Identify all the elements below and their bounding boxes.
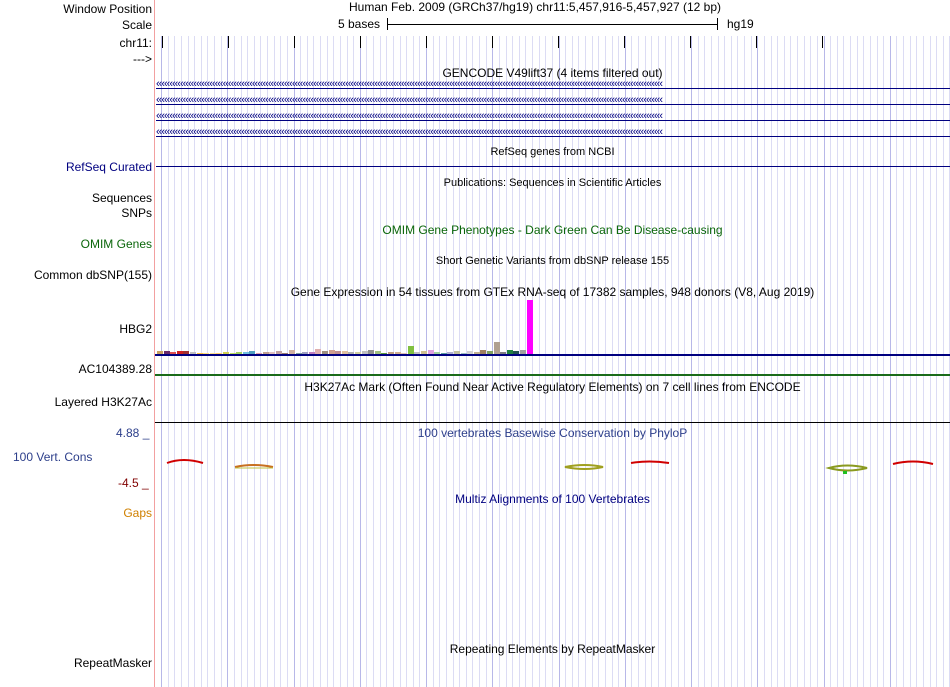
multiz-title[interactable]: Multiz Alignments of 100 Vertebrates (455, 492, 650, 506)
gtex-gene-line (155, 354, 950, 356)
h3k27ac-title[interactable]: H3K27Ac Mark (Often Found Near Active Regulatory Elements) on 7 cell lines from ENCODE (304, 380, 801, 394)
omim-label[interactable]: OMIM Genes (80, 237, 152, 251)
dbsnp-title[interactable]: Short Genetic Variants from dbSNP release 155 (435, 255, 670, 267)
strand-label: ---> (133, 52, 152, 66)
image-left-border (154, 0, 155, 687)
position-tick (294, 36, 295, 48)
repeatmasker-title[interactable]: Repeating Elements by RepeatMasker (449, 642, 656, 656)
position-tick (624, 36, 625, 48)
publications-title[interactable]: Publications: Sequences in Scientific Articles (443, 177, 662, 189)
scale-bar-tick-left (387, 18, 388, 30)
position-tick (756, 36, 757, 48)
dbsnp-label[interactable]: Common dbSNP(155) (33, 268, 152, 282)
gtex-gene-label[interactable]: HBG2 (119, 322, 152, 336)
scale-bar-tick-right (717, 18, 718, 30)
position-tick (360, 36, 361, 48)
chrom-label: chr11: (119, 36, 152, 50)
refseq-title[interactable]: RefSeq genes from NCBI (490, 146, 615, 158)
publications-sequences-label[interactable]: Sequences (91, 191, 152, 205)
gencode-strand-arrows: ‹‹‹‹‹‹‹‹‹‹‹‹‹‹‹‹‹‹‹‹‹‹‹‹‹‹‹‹‹‹‹‹‹‹‹‹‹‹‹‹‹‹‹‹‹‹‹‹‹‹‹‹‹‹‹‹‹‹‹‹‹‹‹‹‹‹‹‹‹‹‹‹‹‹‹‹‹‹‹‹‹‹‹‹‹‹‹‹‹‹‹‹‹‹‹‹‹‹‹‹‹‹‹‹‹‹‹‹‹‹‹‹‹‹‹‹‹‹‹‹‹‹‹‹‹‹‹‹‹‹‹‹‹‹‹‹‹‹‹‹‹‹‹‹‹‹‹‹‹‹‹‹‹‹‹‹‹‹‹‹‹‹‹‹‹‹‹‹‹‹‹‹‹‹‹‹‹‹‹‹‹‹‹‹‹‹‹‹‹‹ (156, 78, 662, 90)
refseq-gene-line[interactable] (156, 166, 950, 167)
gtex-second-label[interactable]: AC104389.28 (78, 362, 152, 376)
refseq-label[interactable]: RefSeq Curated (65, 160, 152, 174)
phylop-max: 4.88 _ (116, 426, 150, 440)
scale-bar-text: 5 bases (338, 17, 381, 31)
window-position-label: Window Position (63, 2, 152, 16)
position-tick (492, 36, 493, 48)
position-tick (426, 36, 427, 48)
scale-db: hg19 (727, 17, 754, 31)
position-tick (162, 36, 163, 48)
phylop-min: -4.5 _ (118, 476, 149, 490)
gencode-strand-arrows: ‹‹‹‹‹‹‹‹‹‹‹‹‹‹‹‹‹‹‹‹‹‹‹‹‹‹‹‹‹‹‹‹‹‹‹‹‹‹‹‹‹‹‹‹‹‹‹‹‹‹‹‹‹‹‹‹‹‹‹‹‹‹‹‹‹‹‹‹‹‹‹‹‹‹‹‹‹‹‹‹‹‹‹‹‹‹‹‹‹‹‹‹‹‹‹‹‹‹‹‹‹‹‹‹‹‹‹‹‹‹‹‹‹‹‹‹‹‹‹‹‹‹‹‹‹‹‹‹‹‹‹‹‹‹‹‹‹‹‹‹‹‹‹‹‹‹‹‹‹‹‹‹‹‹‹‹‹‹‹‹‹‹‹‹‹‹‹‹‹‹‹‹‹‹‹‹‹‹‹‹‹‹‹‹‹‹‹‹‹‹ (156, 94, 662, 106)
scale-bar (387, 24, 717, 25)
gtex-bar[interactable] (527, 300, 533, 354)
gtex-bar[interactable] (494, 342, 500, 355)
position-tick (690, 36, 691, 48)
gencode-strand-arrows: ‹‹‹‹‹‹‹‹‹‹‹‹‹‹‹‹‹‹‹‹‹‹‹‹‹‹‹‹‹‹‹‹‹‹‹‹‹‹‹‹‹‹‹‹‹‹‹‹‹‹‹‹‹‹‹‹‹‹‹‹‹‹‹‹‹‹‹‹‹‹‹‹‹‹‹‹‹‹‹‹‹‹‹‹‹‹‹‹‹‹‹‹‹‹‹‹‹‹‹‹‹‹‹‹‹‹‹‹‹‹‹‹‹‹‹‹‹‹‹‹‹‹‹‹‹‹‹‹‹‹‹‹‹‹‹‹‹‹‹‹‹‹‹‹‹‹‹‹‹‹‹‹‹‹‹‹‹‹‹‹‹‹‹‹‹‹‹‹‹‹‹‹‹‹‹‹‹‹‹‹‹‹‹‹‹‹‹‹‹‹ (156, 110, 662, 122)
gtex-second-line (155, 374, 950, 376)
scale-label: Scale (121, 18, 152, 32)
position-tick (228, 36, 229, 48)
phylop-title[interactable]: 100 vertebrates Basewise Conservation by PhyloP (417, 426, 688, 440)
position-tick (822, 36, 823, 48)
gencode-strand-arrows: ‹‹‹‹‹‹‹‹‹‹‹‹‹‹‹‹‹‹‹‹‹‹‹‹‹‹‹‹‹‹‹‹‹‹‹‹‹‹‹‹‹‹‹‹‹‹‹‹‹‹‹‹‹‹‹‹‹‹‹‹‹‹‹‹‹‹‹‹‹‹‹‹‹‹‹‹‹‹‹‹‹‹‹‹‹‹‹‹‹‹‹‹‹‹‹‹‹‹‹‹‹‹‹‹‹‹‹‹‹‹‹‹‹‹‹‹‹‹‹‹‹‹‹‹‹‹‹‹‹‹‹‹‹‹‹‹‹‹‹‹‹‹‹‹‹‹‹‹‹‹‹‹‹‹‹‹‹‹‹‹‹‹‹‹‹‹‹‹‹‹‹‹‹‹‹‹‹‹‹‹‹‹‹‹‹‹‹‹‹‹ (156, 126, 662, 138)
gtex-bar[interactable] (408, 346, 414, 354)
gencode-title[interactable]: GENCODE V49lift37 (4 items filtered out) (442, 66, 663, 80)
assembly-title: Human Feb. 2009 (GRCh37/hg19) chr11:5,457,916-5,457,927 (12 bp) (349, 0, 722, 14)
h3k27ac-label[interactable]: Layered H3K27Ac (54, 395, 152, 409)
omim-title[interactable]: OMIM Gene Phenotypes - Dark Green Can Be Disease-causing (382, 223, 723, 237)
position-tick (558, 36, 559, 48)
publications-snps-label[interactable]: SNPs (121, 206, 152, 220)
multiz-gaps-label[interactable]: Gaps (123, 506, 152, 520)
repeatmasker-label[interactable]: RepeatMasker (73, 656, 152, 670)
phylop-label[interactable]: 100 Vert. Cons (13, 450, 93, 464)
phylop-wiggle[interactable] (155, 455, 950, 477)
h3k27ac-baseline (155, 422, 950, 423)
gtex-title[interactable]: Gene Expression in 54 tissues from GTEx RNA-seq of 17382 samples, 948 donors (V8, Aug 2019) (290, 285, 815, 299)
